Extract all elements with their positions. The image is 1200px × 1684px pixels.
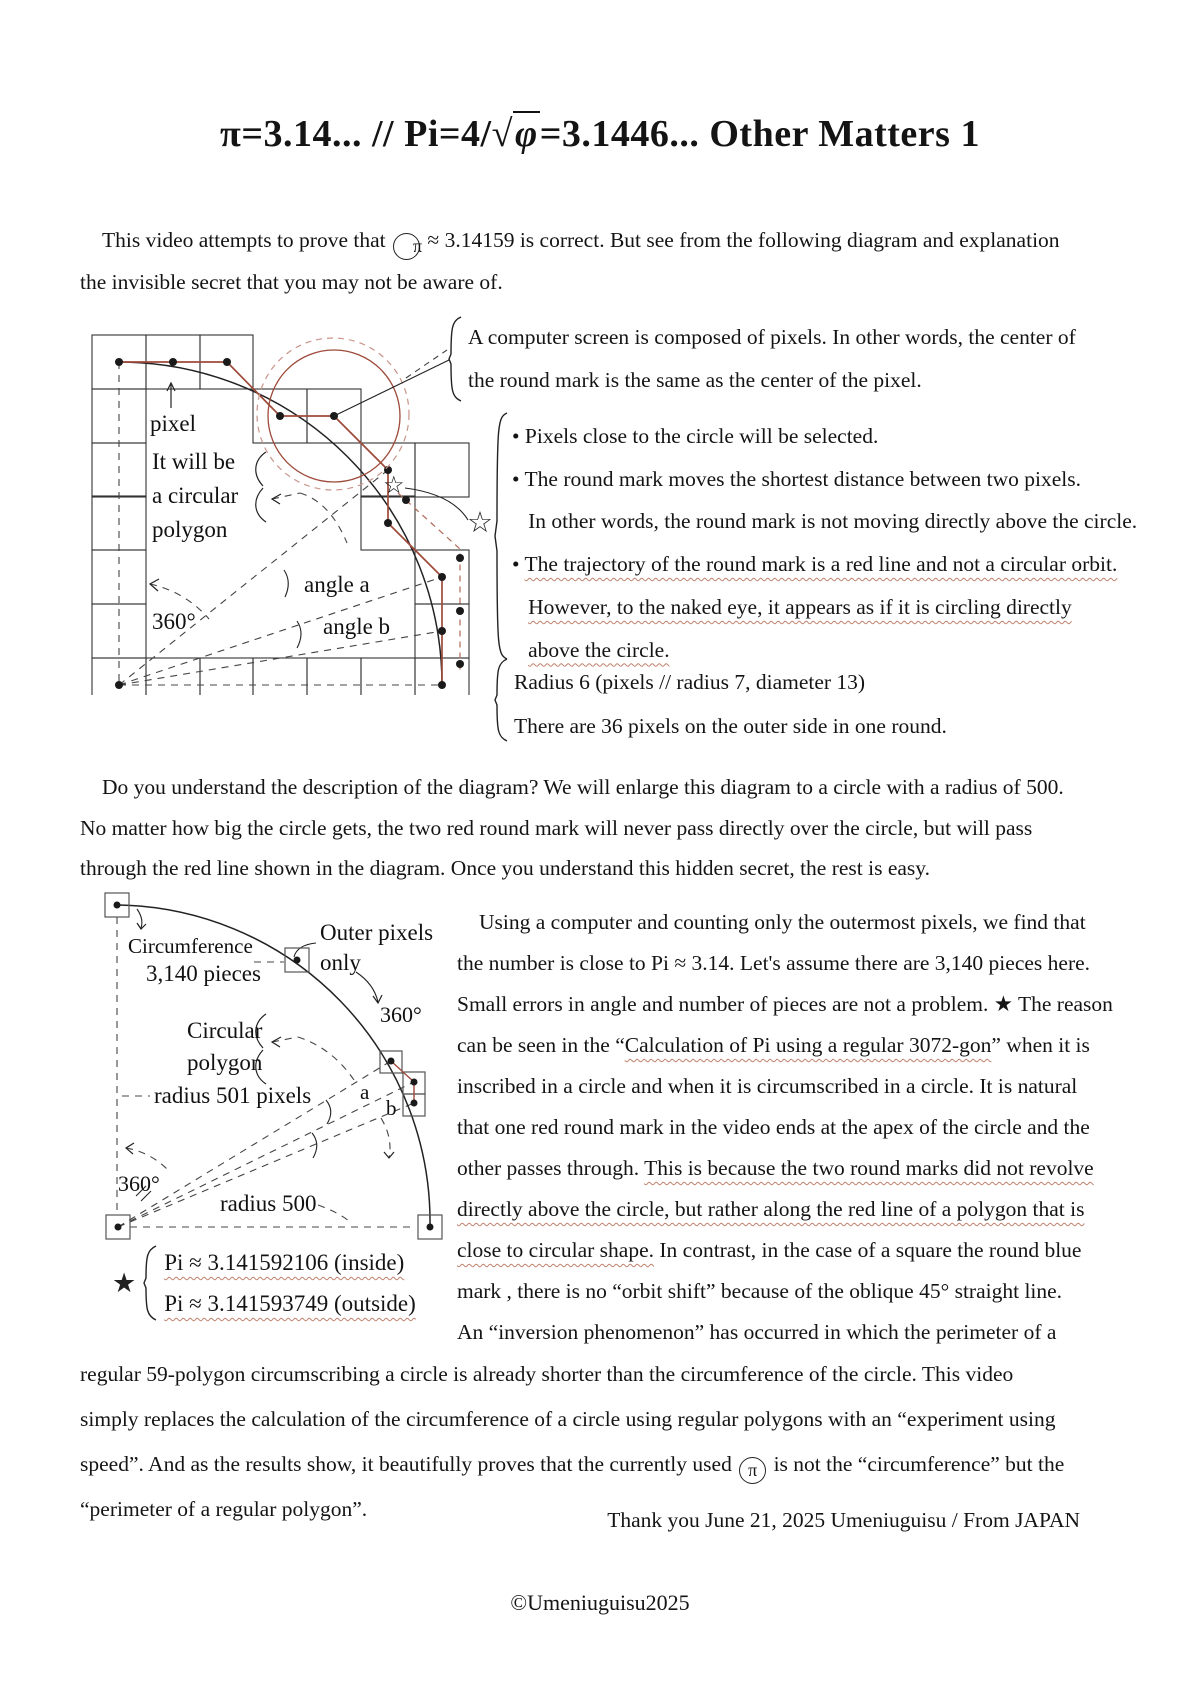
text-line: “perimeter of a regular polygon”. xyxy=(80,1497,368,1521)
polygon-note-line3: polygon xyxy=(152,517,228,542)
text-line: inscribed in a circle and when it is circumscribed in a circle. It is natural xyxy=(457,1074,1078,1098)
text-line: In other words, the round mark is not moving directly above the circle. xyxy=(512,509,1138,534)
text-line: Do you understand the description of the diagram? We will enlarge this diagram to a circle with a radius of 500. xyxy=(102,775,1064,799)
radius-500-label: radius 500 xyxy=(220,1191,317,1216)
text-line: This video attempts to prove that π ≈ 3.14159 is correct. But see from the following diagram and explanation xyxy=(80,219,1128,261)
title-post: =3.1446... Other Matters 1 xyxy=(539,113,980,155)
left-bracket xyxy=(494,658,508,742)
text-line: can be seen in the “Calculation of Pi using a regular 3072-gon” when it is xyxy=(457,1033,1090,1057)
star-filled-icon: ★ xyxy=(112,1267,137,1298)
callout-screen-pixels-text xyxy=(468,316,1143,402)
text-line: speed”. And as the results show, it beautifully proves that the currently used π is not the “circumference” but the xyxy=(80,1442,1130,1487)
sqrt-symbol: √ xyxy=(491,113,513,155)
polygon-note-line2: a circular xyxy=(152,483,239,508)
text-line: simply replaces the calculation of the circumference of a circle using regular polygons with an “experiment using xyxy=(80,1407,1056,1431)
text-line: above the circle. xyxy=(528,637,670,662)
intro-paragraph xyxy=(80,219,1128,303)
angle-a-label: angle a xyxy=(304,572,370,597)
text-line: However, to the naked eye, it appears as if it is circling directly xyxy=(528,594,1072,619)
polygon-note-line1: It will be xyxy=(152,449,236,474)
text-line: other passes through. This is because the two round marks did not revolve xyxy=(457,1156,1094,1180)
star-icon: ☆ xyxy=(467,507,493,539)
text-line: close to circular shape. In contrast, in the case of a square the round blue xyxy=(457,1238,1082,1262)
text-line: the round mark is the same as the center of the pixel. xyxy=(468,368,922,392)
section2-paragraph xyxy=(457,902,1155,1353)
text-line: that one red round mark in the video ends at the apex of the circle and the xyxy=(457,1115,1090,1139)
polygon-label: polygon xyxy=(187,1050,263,1075)
circular-label: Circular xyxy=(187,1018,263,1043)
text-line: Small errors in angle and number of pieces are not a problem. ★ The reason xyxy=(457,992,1113,1016)
left-bracket xyxy=(494,412,508,660)
text-line: No matter how big the circle gets, the two red round mark will never pass directly over the circle, but will pass xyxy=(80,815,1033,840)
text-line: Radius 6 (pixels // radius 7, diameter 13) xyxy=(514,670,866,694)
text-line: • Pixels close to the circle will be selected. xyxy=(512,424,879,448)
callout-screen-pixels xyxy=(448,316,1143,402)
pixel-label: pixel xyxy=(150,411,196,436)
left-bracket xyxy=(448,316,462,402)
text-line: regular 59-polygon circumscribing a circle is already shorter than the circumference of the circle. This video xyxy=(80,1362,1014,1386)
text-line: the number is close to Pi ≈ 3.14. Let's assume there are 3,140 pieces here. xyxy=(457,951,1091,975)
circumference-label: Circumference xyxy=(128,934,253,958)
closing-paragraph xyxy=(80,1352,1130,1532)
left-bracket xyxy=(143,1245,157,1321)
angle-b-label: angle b xyxy=(323,614,391,639)
text-line: • The round mark moves the shortest distance between two pixels. xyxy=(512,466,1081,491)
radius-501-label: radius 501 pixels xyxy=(154,1083,312,1108)
pixel-grid xyxy=(92,335,469,695)
pixel-grid-diagram xyxy=(80,300,505,695)
pi-inside-value: Pi ≈ 3.141592106 (inside) xyxy=(164,1250,405,1275)
title-radicand: φ xyxy=(514,113,538,155)
page-title xyxy=(0,112,1200,156)
callout-radius-note xyxy=(494,658,1134,748)
copyright-footer: ©Umeniuguisu2025 xyxy=(510,1590,690,1615)
text-line: There are 36 pixels on the outer side in one round. xyxy=(514,714,947,738)
callout-radius-note-text xyxy=(514,658,1134,748)
text-line: directly above the circle, but rather along the red line of a polygon that is xyxy=(457,1197,1085,1221)
pi-values-block xyxy=(112,1242,416,1324)
thanks-line: Thank you June 21, 2025 Umeniuguisu / From JAPAN xyxy=(607,1508,1080,1532)
outer-pixels-label-2: only xyxy=(320,950,361,975)
deg360-label: 360° xyxy=(152,609,196,634)
middle-paragraph xyxy=(80,767,1130,889)
pi-outside-value: Pi ≈ 3.141593749 (outside) xyxy=(164,1291,416,1316)
star-icon: ☆ xyxy=(383,473,405,499)
outer-pixels-label-1: Outer pixels xyxy=(320,920,434,945)
text-line: A computer screen is composed of pixels. In other words, the center of xyxy=(468,325,1076,349)
polygon-note-brace xyxy=(256,452,266,522)
angle-b-label: b xyxy=(386,1096,397,1120)
pieces-label: 3,140 pieces xyxy=(146,961,261,986)
text-line: Using a computer and counting only the outermost pixels, we find that xyxy=(479,910,1086,934)
text-line: the invisible secret that you may not be aware of. xyxy=(80,270,503,294)
title-pre: π=3.14... // Pi=4/ xyxy=(220,113,492,155)
text-line: An “inversion phenomenon” has occurred in which the perimeter of a xyxy=(457,1320,1057,1344)
angle-a-label: a xyxy=(360,1080,370,1104)
text-line: through the red line shown in the diagram. Once you understand this hidden secret, the rest is easy. xyxy=(80,856,931,880)
bullet-list xyxy=(512,415,1152,671)
text-line: • The trajectory of the round mark is a red line and not a circular orbit. xyxy=(512,552,1118,577)
angle-tick-marks xyxy=(284,570,301,648)
enlarged-circle-diagram xyxy=(90,880,470,1248)
outer-dashed-trajectory xyxy=(398,493,460,672)
deg360-bottom-label: 360° xyxy=(118,1171,160,1196)
deg360-top-label: 360° xyxy=(380,1002,422,1027)
text-line: mark , there is no “orbit shift” because of the oblique 45° straight line. xyxy=(457,1279,1063,1303)
